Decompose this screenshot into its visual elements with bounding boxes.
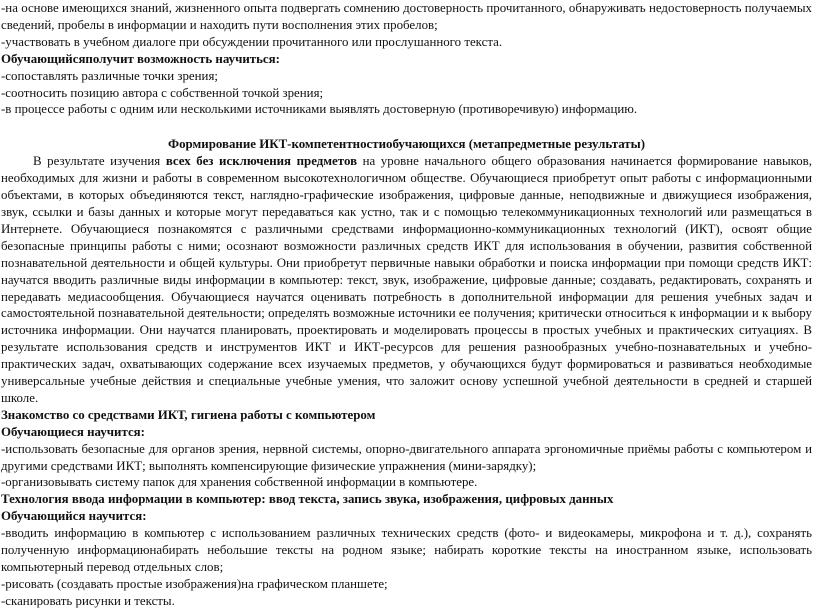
paragraph-doubt-info: -на основе имеющихся знаний, жизненного опыта подвергать сомнению достоверность прочитанного, обнаруживать недостоверность получаемых сведений, пробелы в информации и находить пути восполнения этих пробелов; (1, 1, 812, 32)
heading-ict-safety: Знакомство со средствами ИКТ, гигиена работы с компьютером (1, 407, 376, 422)
intro-text-rest: на уровне начального общего образования начинается формирование навыков, необходимых для жизни и работы в современном высокотехнологичном обществе. Обучающиеся приобретут опыт работы с информационными объектами, в которых объединяются текст, наглядно-графические изображения, цифровые данные, неподвижные и движущиеся изображения, звук, ссылки и базы данных и которые могут передаваться как устно, так и с помощью телекоммуникационных технологий или размещаться в Интернете. Обучающиеся познакомятся с различными средствами информационно-коммуникационных технологий (ИКТ), освоят общие безопасные принципы работы с ними; осознают возможности различных средств ИКТ для использования в обучении, развития собственной познавательной деятельности и общей культуры. Они приобретут первичные навыки обработки и поиска информации при помощи средств ИКТ: научатся вводить различные виды информации в компьютер: текст, звук, изображение, цифровые данные; создавать, редактировать, сохранять и передавать медиасообщения. Обучающиеся научатся оценивать потребность в дополнительной информации для решения учебных задач и самостоятельной познавательной деятельности; определять возможные источники ее получения; критически относиться к информации и к выбору источника информации. Они научатся планировать, проектировать и моделировать процессы в простых учебных и практических ситуациях. В результате использования средств и инструментов ИКТ и ИКТ-ресурсов для решения разнообразных учебно-познавательных и учебно-практических задач, охватывающих содержание всех изучаемых предметов, у обучающихся будут формироваться и развиваться необходимые универсальные учебные действия и специальные учебные умения, что заложит основу успешной учебной деятельности в средней и старшей школе. (1, 154, 812, 405)
list-item: -сканировать рисунки и тексты. (1, 593, 175, 608)
list-item: -организовывать систему папок для хранения собственной информации в компьютере. (1, 475, 478, 490)
heading-input-technology: Технология ввода информации в компьютер: ввод текста, запись звука, изображения, цифровых данных (1, 492, 614, 507)
list-item: -сопоставлять различные точки зрения; (1, 68, 218, 83)
list-item: -в процессе работы с одним или несколькими источниками выявлять достоверную (противоречивую) информацию. (1, 102, 638, 117)
heading-opportunity: Обучающийсяполучит возможность научиться: (1, 51, 280, 66)
spacer (1, 118, 812, 134)
list-item: -вводить информацию в компьютер с использованием различных технических средств (фото- и видеокамеры, микрофона и т. д.), сохранять полученную информациюнабирать небольшие тексты на родном языке; набирать короткие тексты на иностранном языке, использовать компьютерный перевод отдельных слов; (1, 526, 812, 574)
intro-emphasis: всех без исключения предметов (165, 154, 358, 169)
section-title: Формирование ИКТ-компетентностиобучающихся (метапредметные результаты) (168, 137, 645, 152)
list-item: -соотносить позицию автора с собственной точкой зрения; (1, 85, 324, 100)
list-item: -использовать безопасные для органов зрения, нервной системы, опорно-двигательного аппарата эргономичные приёмы работы с компьютером и другими средствами ИКТ; выполнять компенсирующие физические упражнения (мини-зарядку); (1, 441, 812, 473)
intro-text-start: В результате изучения (33, 154, 166, 169)
paragraph-dialogue: -участвовать в учебном диалоге при обсуждении прочитанного или прослушанного текста. (1, 34, 503, 49)
section-intro-paragraph (1, 153, 812, 407)
subheading-will-learn: Обучающиеся научится: (1, 424, 145, 439)
list-item: -рисовать (создавать простые изображения)на графическом планшете; (1, 576, 388, 591)
subheading-will-learn: Обучающийся научится: (1, 509, 147, 524)
